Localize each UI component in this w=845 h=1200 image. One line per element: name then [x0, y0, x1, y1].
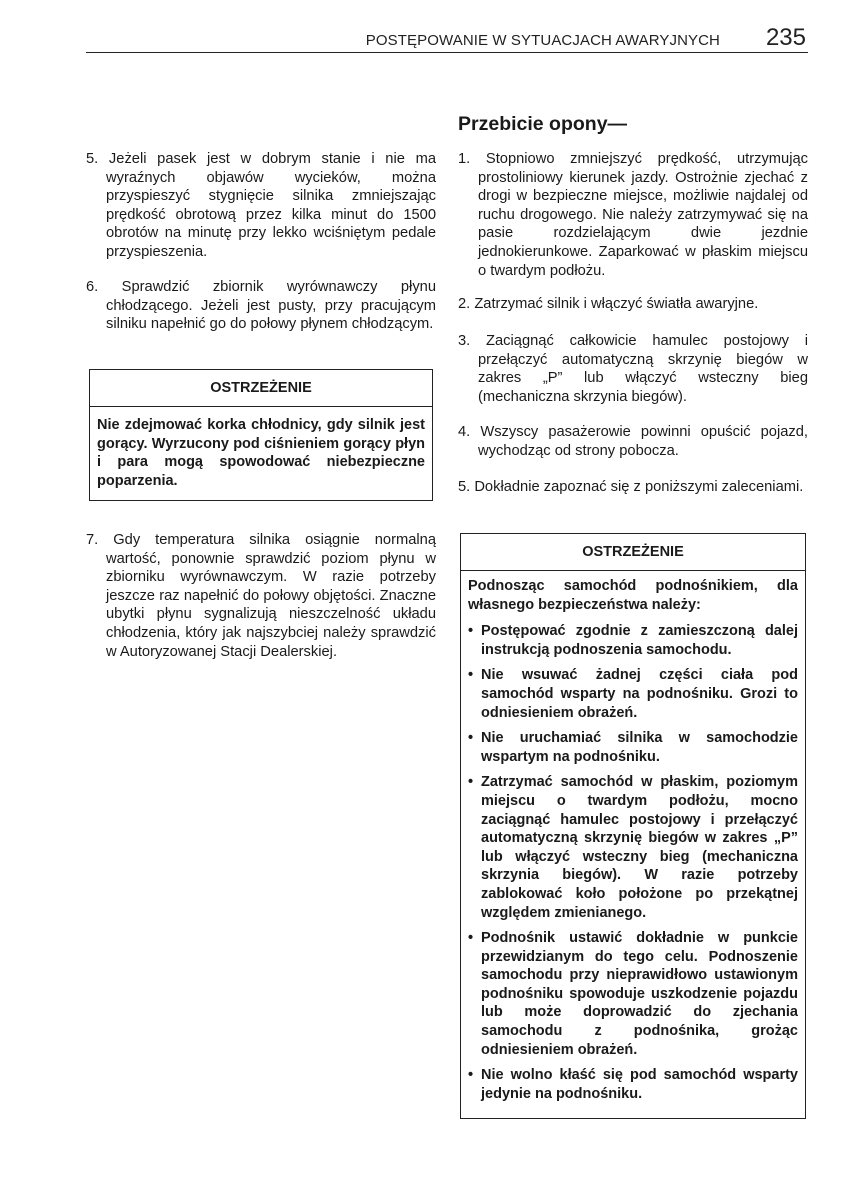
warning-bullet: • Nie wolno kłaść się pod samochód wsparty jedynie na podnośniku. [468, 1067, 798, 1102]
warning-bullet: • Nie uruchamiać silnika w samochodzie wspartym na podnośniku. [468, 730, 798, 765]
warning-bullet: • Postępować zgodnie z zamieszczoną dalej instrukcją podnoszenia samochodu. [468, 623, 798, 658]
section-title-flat-tire: Przebicie opony— [458, 113, 628, 135]
warning-bullet: • Podnośnik ustawić dokładnie w punkcie przewidzianym do tego celu. Podnoszenie samochodu przy nieprawidłowo ustawionym podnośniku spowoduje uszkodzenie pojazdu lub może doprowadzić do zjechania samochodu z podnośnika, grożąc odniesieniem obrażeń. [468, 930, 798, 1058]
warning-text: Nie zdejmować korka chłodnicy, gdy silnik jest gorący. Wyrzucony pod ciśnieniem gorący płyn i para mogą spowodować niebezpieczne poparzenia. [97, 417, 425, 489]
tire-step-2: 2. Zatrzymać silnik i włączyć światła awaryjne. [458, 296, 759, 312]
tire-step-3: 3. Zaciągnąć całkowicie hamulec postojowy i przełączyć automatyczną skrzynię biegów w zakres „P” lub włączyć wsteczny bieg (mechaniczna skrzynia biegów). [458, 333, 808, 405]
step-7-level-check: 7. Gdy temperatura silnika osiągnie normalną wartość, ponownie sprawdzić poziom płynu w zbiorniku wyrównawczym. W razie potrzeby jeszcze raz napełnić do połowy objętości. Znaczne ubytki płynu sygnalizują nieszczelność układu chłodzenia, który jak najszybciej należy sprawdzić w Autoryzowanej Stacji Dealerskiej. [86, 532, 436, 660]
warning-title: OSTRZEŻENIE [90, 370, 432, 407]
page-header [86, 22, 808, 53]
tire-step-1: 1. Stopniowo zmniejszyć prędkość, utrzymując prostoliniowy kierunek jazdy. Ostrożnie zjechać z drogi w bezpieczne miejsce, możliwie najdalej od ruchu drogowego. Nie należy zatrzymywać się na pasie rozdzielającym dwie jezdnie jednokierunkowe. Zaparkować w płaskim miejscu o twardym podłożu. [458, 151, 808, 279]
warning-bullet: • Zatrzymać samochód w płaskim, poziomym miejscu o twardym podłożu, mocno zaciągnąć hamulec postojowy i przełączyć automatyczną skrzynię biegów w zakres „P” lub włączyć wsteczny bieg (mechaniczna skrzynia biegów). W razie potrzeby zablokować koło położone po przekątnej względem zmienianego. [468, 774, 798, 921]
step-6-reservoir: 6. Sprawdzić zbiornik wyrównawczy płynu chłodzącego. Jeżeli jest pusty, przy pracującym silniku napełnić go do połowy płynem chłodzącym. [86, 279, 436, 333]
warning-box-radiator [89, 369, 433, 501]
page-number: 235 [765, 24, 806, 51]
tire-step-4: 4. Wszyscy pasażerowie powinni opuścić pojazd, wychodząc od strony pobocza. [458, 424, 808, 459]
warning-box-jack [460, 533, 806, 1119]
step-5-cooling: 5. Jeżeli pasek jest w dobrym stanie i nie ma wyraźnych objawów wycieków, można przyspieszyć stygnięcie silnika zmniejszając prędkość obrotową przez kilka minut do 1500 obrotów na minutę przy lekko wciśniętym pedale przyspieszenia. [86, 151, 436, 260]
warning-lead: Podnosząc samochód podnośnikiem, dla własnego bezpieczeństwa należy: [468, 578, 798, 613]
running-title: POSTĘPOWANIE W SYTUACJACH AWARYJNYCH [365, 32, 720, 49]
warning-bullet: • Nie wsuwać żadnej części ciała pod samochód wsparty na podnośniku. Grozi to odniesieniem obrażeń. [468, 667, 798, 721]
warning-title: OSTRZEŻENIE [461, 534, 805, 571]
tire-step-5: 5. Dokładnie zapoznać się z poniższymi zaleceniami. [458, 479, 804, 495]
